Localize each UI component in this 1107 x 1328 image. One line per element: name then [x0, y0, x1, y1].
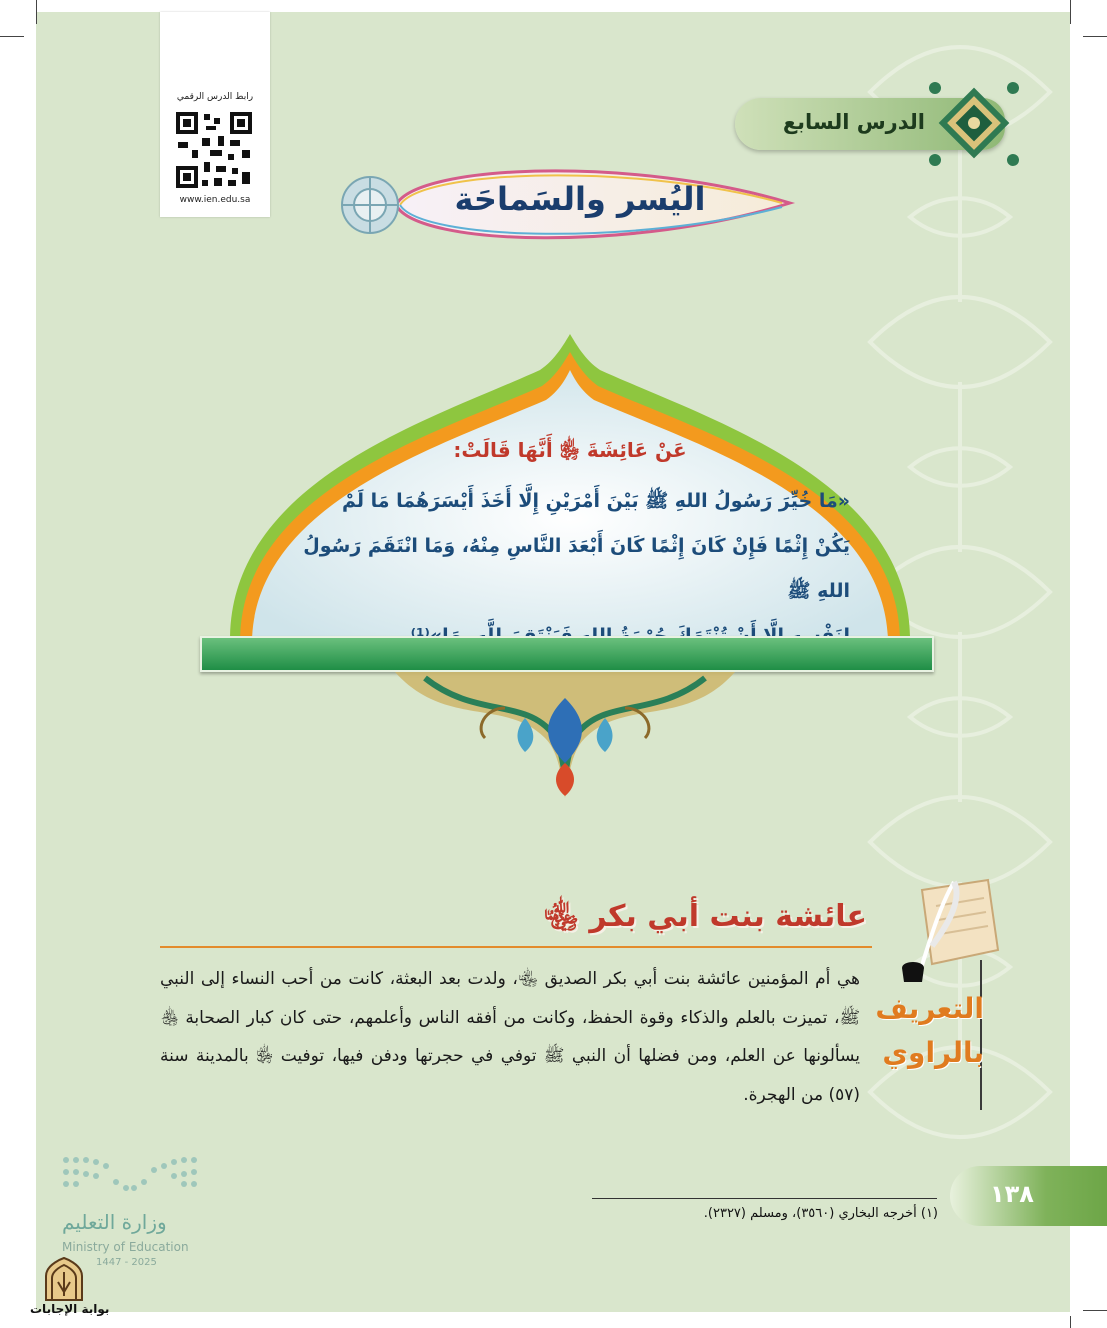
- green-divider-bar: [200, 636, 934, 672]
- narrator-bio: هي أم المؤمنين عائشة بنت أبي بكر الصديق ﵄، ولدت بعد البعثة، كانت من أحب النساء إلى النبي ﷺ، تميزت بالعلم والذكاء وقوة الحفظ، وكانت من أفقه الناس وأعلمهم، حتى كان كبار الصحابة ﵃ يسألونها عن العلم، ومن فضلها أن النبي ﷺ توفي في حجرتها ودفن فيها، توفيت ﵂ بالمدينة سنة (٥٧) من الهجرة.: [160, 969, 860, 1105]
- heading-divider: [160, 946, 872, 948]
- watermark-text: بوابة الإجابات: [30, 1302, 110, 1316]
- ministry-year: 2025 - 1447: [96, 1257, 157, 1268]
- hadith-text-block: [290, 438, 850, 659]
- qr-label: رابط الدرس الرقمي: [176, 92, 254, 102]
- side-label-line-2: بالراوي: [882, 1036, 984, 1069]
- hadith-line-2: يَكُنْ إِثْمًا فَإِنْ كَانَ إِثْمًا كَانَ أَبْعَدَ النَّاسِ مِنْهُ، وَمَا انْتَقَمَ رَسُولُ اللهِ ﷺ: [303, 535, 850, 602]
- ornament-icon: [927, 80, 1022, 170]
- arabesque-ornament-icon: [385, 668, 745, 803]
- ministry-name-ar: وزارة التعليم: [62, 1210, 167, 1234]
- hadith-line-1: «مَا خُيِّرَ رَسُولُ اللهِ ﷺ بَيْنَ أَمْرَيْنِ إِلَّا أَخَذَ أَيْسَرَهُمَا مَا لَمْ: [341, 490, 850, 512]
- footnote: (١) أخرجه البخاري (٣٥٦٠)، ومسلم (٢٣٢٧).: [703, 1206, 938, 1221]
- narrator-heading: عائشة بنت أبي بكر ﵄: [543, 899, 867, 934]
- ministry-logo-icon: [60, 1152, 200, 1202]
- page-number: ١٣٨: [990, 1180, 1034, 1208]
- footnote-divider: [592, 1198, 937, 1199]
- qr-url[interactable]: www.ien.edu.sa: [179, 195, 251, 205]
- ministry-name-en: Ministry of Education: [62, 1240, 189, 1254]
- side-label-line-1: التعريف: [875, 992, 984, 1025]
- lesson-number-label: الدرس السابع: [782, 110, 925, 134]
- qr-card[interactable]: [160, 12, 270, 217]
- watermark-logo-icon: [42, 1256, 86, 1302]
- narrator-side-panel: [875, 960, 984, 1110]
- qr-code-icon[interactable]: [174, 110, 254, 190]
- hadith-intro: عَنْ عَائِشَةَ ﵂ أَنَّهَا قَالَتْ:: [453, 438, 687, 462]
- title-ornament-icon: [342, 177, 398, 233]
- lesson-title: اليُسر والسَماحَة: [454, 180, 706, 218]
